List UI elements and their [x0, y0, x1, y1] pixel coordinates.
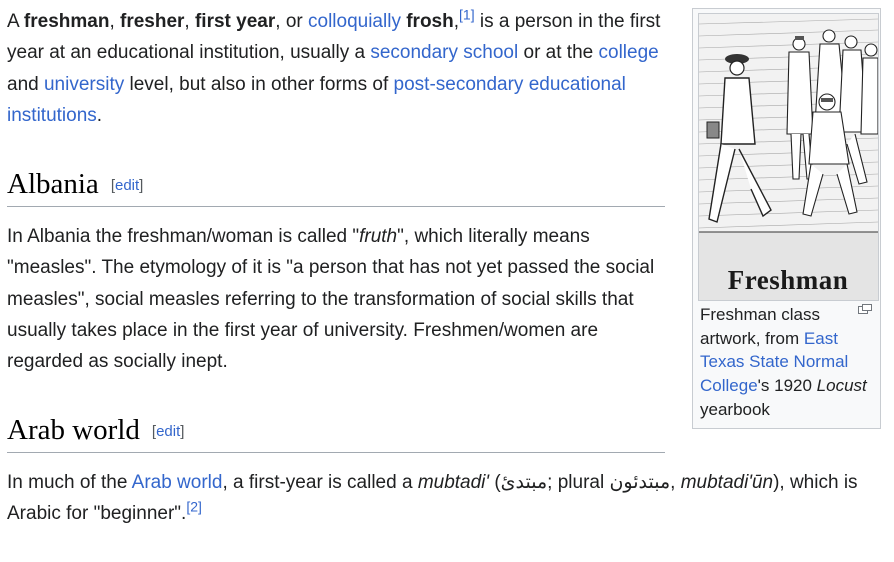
bracket: [ [151, 423, 157, 440]
bracket: ] [180, 423, 185, 440]
text: , or [275, 11, 308, 32]
term-fresher: fresher [120, 11, 185, 32]
text: or at the [518, 42, 599, 64]
link-university[interactable]: university [43, 73, 125, 95]
text: yearbook [700, 399, 770, 419]
text: level, but also in other forms of [124, 73, 394, 95]
text: ( [489, 472, 501, 493]
albania-paragraph [7, 221, 667, 377]
intro-paragraph [7, 6, 667, 131]
bracket: ] [139, 177, 144, 194]
text: , [453, 11, 460, 32]
reference-1-link[interactable]: [1] [459, 6, 475, 23]
text: , a first-year is called a [222, 472, 418, 493]
reference-2-link[interactable]: [2] [186, 498, 202, 515]
bracket: [ [110, 177, 115, 194]
infobox-thumbnail [692, 8, 881, 429]
text: , [184, 11, 195, 32]
link-colloquially[interactable]: colloquially [308, 11, 401, 32]
edit-link-albania[interactable]: edit [114, 177, 140, 194]
link-east-texas-state-normal-college[interactable]: East Texas State Normal College [700, 328, 849, 396]
freshman-artwork-image[interactable] [698, 13, 879, 301]
text: Freshman class artwork, from [700, 305, 820, 348]
link-secondary-school[interactable]: secondary school [370, 42, 519, 64]
section-heading-albania [7, 164, 665, 207]
text: and [7, 73, 44, 95]
text: In Albania the freshman/woman is called " [7, 226, 360, 247]
text: , [670, 472, 681, 493]
infobox-caption [700, 303, 876, 422]
heading-text: Albania [7, 168, 99, 200]
link-post-secondary[interactable]: post-secondary educational institutions [7, 73, 626, 126]
heading-text: Arab world [7, 414, 140, 446]
section-heading-arab-world [7, 410, 665, 453]
link-arab-world[interactable]: Arab world [131, 472, 223, 493]
term-first-year: first year [194, 11, 276, 32]
text: In much of the [7, 472, 132, 493]
term-mubtadiun: mubtadi'ūn [680, 472, 774, 493]
text: A [7, 11, 24, 32]
edit-link-arab-world[interactable]: edit [156, 423, 181, 440]
term-fruth: fruth [359, 226, 398, 247]
text: 's 1920 [757, 376, 817, 396]
term-mubtadi: mubtadi' [417, 472, 490, 493]
arabic-term: مبتدئ [500, 472, 548, 493]
text: . [96, 104, 103, 126]
albania-section-body [7, 221, 667, 377]
artwork-title-text: Freshman [727, 265, 849, 295]
link-college[interactable]: college [598, 42, 659, 64]
arabic-term-plural: مبتدئون [609, 472, 671, 493]
term-frosh: frosh [406, 11, 454, 32]
arab-paragraph [7, 467, 887, 530]
edit-section-arab [152, 423, 185, 440]
edit-section-albania [111, 177, 144, 194]
term-freshman: freshman [23, 11, 110, 32]
text: , [109, 11, 120, 32]
text: ; plural [547, 472, 610, 493]
text: ", which literally means "measles". The etymology of it is "a person that has not yet passed the social measles", social measles referring to the transformation of social skills that usually takes place in the first year of university. Freshmen/women are regarded as socially inept. [7, 226, 655, 373]
text: is a person in the first year at an educational institution, usually a [7, 11, 661, 64]
artwork-illustration [699, 14, 878, 300]
text: ), which is Arabic for "beginner". [7, 472, 858, 525]
article-body [7, 6, 667, 131]
arab-section-body [7, 467, 887, 530]
term-locust: Locust [816, 376, 867, 396]
